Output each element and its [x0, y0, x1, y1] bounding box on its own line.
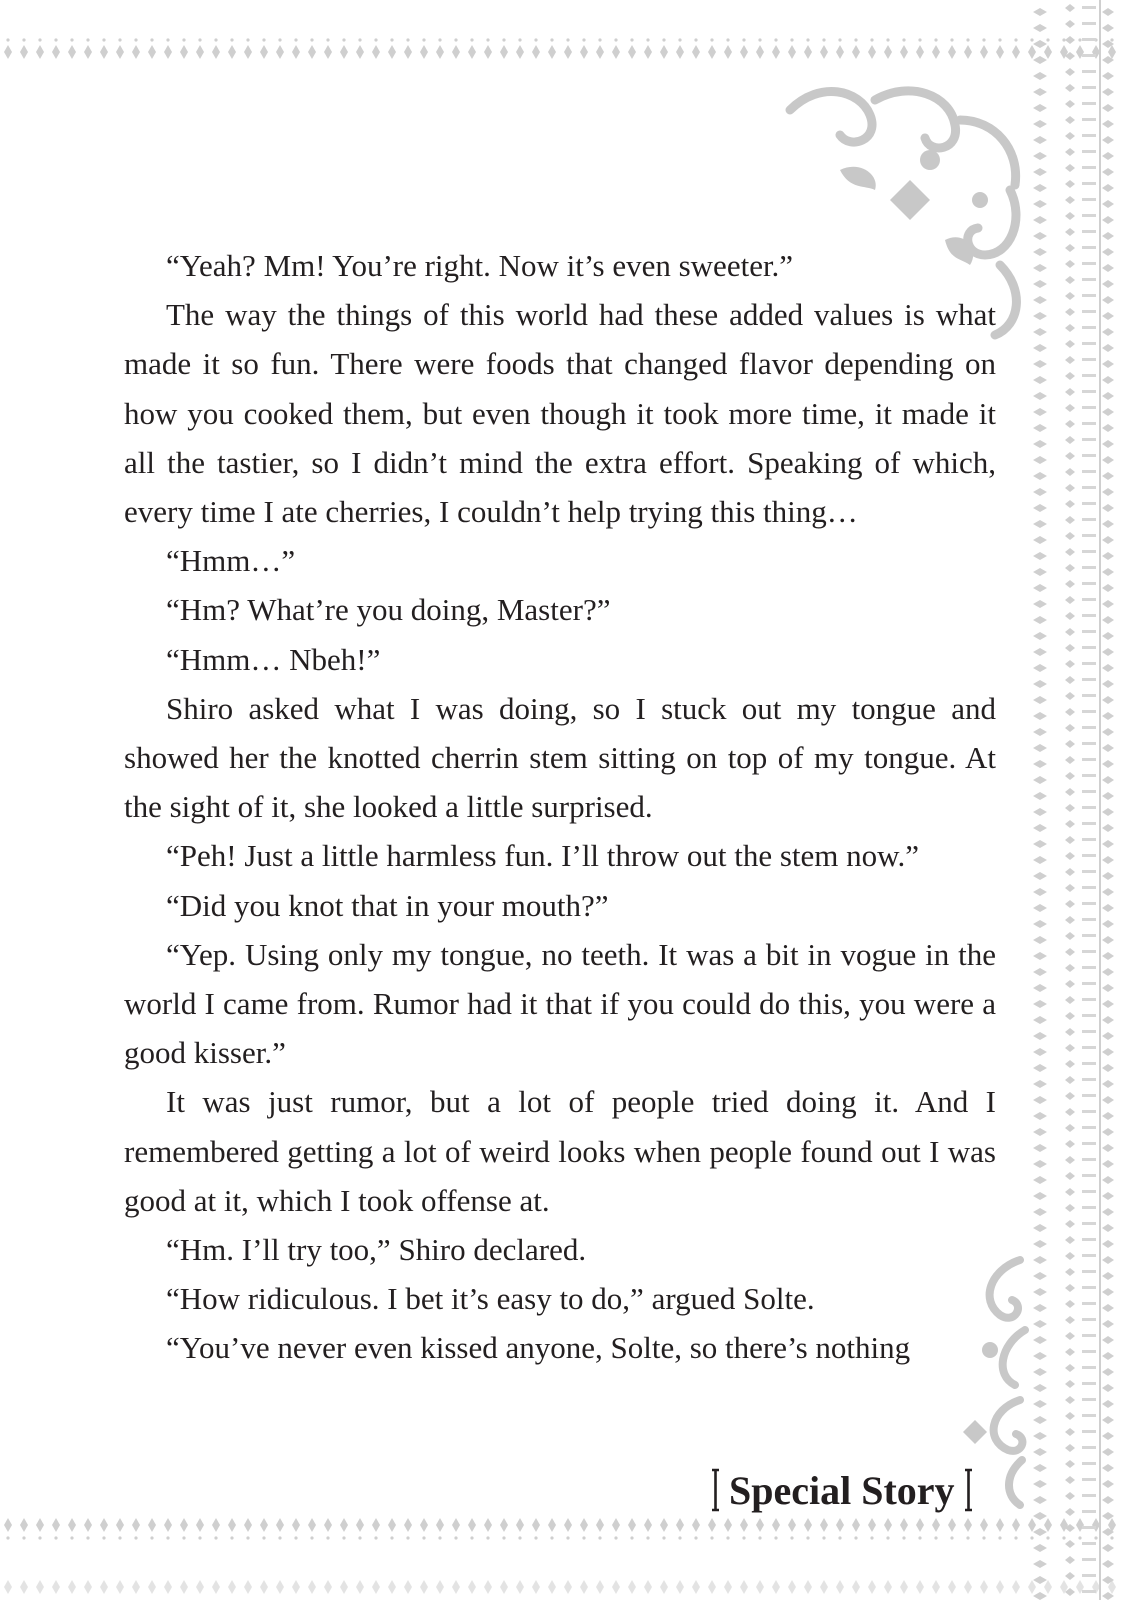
paragraph: “You’ve never even kissed anyone, Solte, so there’s nothing	[166, 1330, 911, 1366]
paragraph: “Hmm…”	[166, 543, 296, 579]
paragraph: “Yeah? Mm! You’re right. Now it’s even sweeter.”	[166, 248, 794, 283]
paragraph: “Hm. I’ll try too,” Shiro declared.	[166, 1232, 587, 1268]
paragraph: “Yep. Using only my tongue, no teeth. It was a bit in vogue in the world I came from. Rumor had it that if you could do this, you were a good kisser.”	[124, 936, 996, 1071]
paragraph: The way the things of this world had these added values is what made it so fun. There were foods that changed flavor depending on how you cooked them, but even though it took more time, it made it all the tastier, so I didn’t mind the extra effort. Speaking of which, every time I ate cherries, I couldn’t help trying this thing…	[124, 297, 996, 530]
paragraph: “How ridiculous. I bet it’s easy to do,” argued Solte.	[166, 1281, 815, 1317]
paragraph: “Hmm… Nbeh!”	[166, 641, 381, 677]
running-footer	[710, 1462, 1025, 1518]
right-bracket-icon	[963, 1468, 974, 1512]
paragraph: It was just rumor, but a lot of people tried doing it. And I remembered getting a lot of weird looks when people found out I was good at it, which I took offense at.	[124, 1084, 996, 1218]
running-title: Special Story	[729, 1467, 955, 1513]
left-bracket-icon	[710, 1468, 721, 1512]
paragraph: “Peh! Just a little harmless fun. I’ll throw out the stem now.”	[166, 838, 920, 874]
story-text	[124, 241, 996, 1373]
paragraph: “Did you knot that in your mouth?”	[166, 887, 609, 923]
top-border-pattern	[0, 0, 1123, 70]
right-border-pattern	[1030, 0, 1123, 1600]
bottom-border-pattern	[0, 1510, 1123, 1600]
paragraph: “Hm? What’re you doing, Master?”	[166, 592, 611, 628]
paragraph: Shiro asked what I was doing, so I stuck out my tongue and showed her the knotted cherrin stem sitting on top of my tongue. At the sight of it, she looked a little surprised.	[124, 690, 996, 825]
